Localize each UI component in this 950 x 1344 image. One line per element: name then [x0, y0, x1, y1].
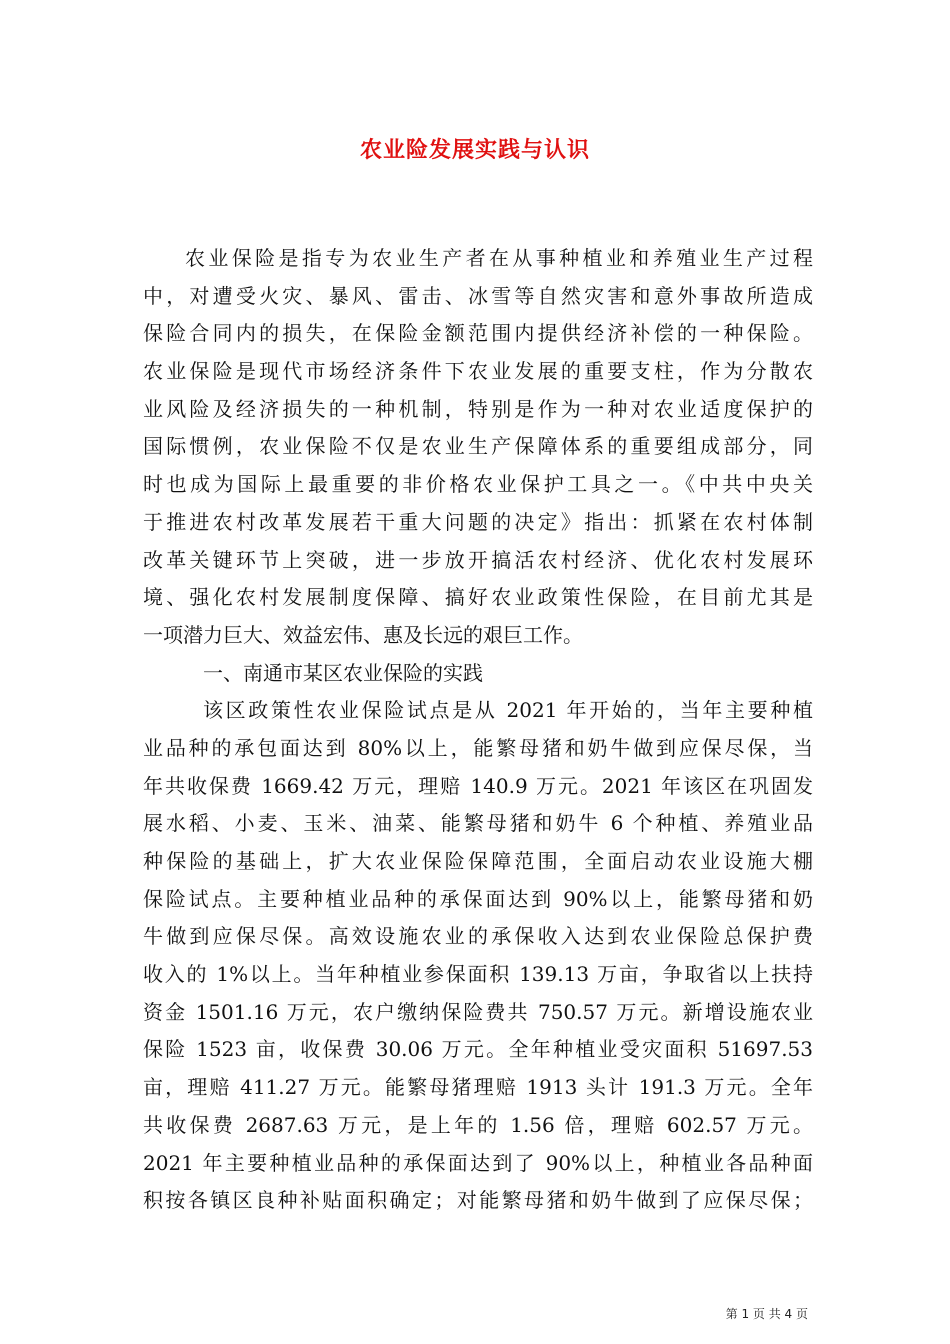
document-body — [143, 240, 813, 1220]
text-line: 一项潜力巨大、效益宏伟、惠及长远的艰巨工作。 — [143, 622, 583, 647]
text-line: 时也成为国际上最重要的非价格农业保护工具之一。《中共中央关 — [143, 472, 813, 497]
text-line: 收入的 1%以上。当年种植业参保面积 139.13 万亩，争取省以上扶持 — [143, 962, 813, 987]
text-line: 农业保险是指专为农业生产者在从事种植业和养殖业生产过程 — [185, 246, 813, 270]
paragraph-intro — [143, 240, 813, 655]
section-heading: 一、南通市某区农业保险的实践 — [203, 660, 483, 685]
text-line: 积按各镇区良种补贴面积确定；对能繁母猪和奶牛做到了应保尽保； — [143, 1188, 813, 1213]
text-line: 保险试点。主要种植业品种的承保面达到 90%以上，能繁母猪和奶 — [143, 886, 813, 911]
text-line: 于推进农村改革发展若干重大问题的决定》指出：抓紧在农村体制 — [143, 509, 813, 534]
text-line: 国际惯例，农业保险不仅是农业生产保障体系的重要组成部分，同 — [143, 434, 813, 459]
text-line: 牛做到应保尽保。高效设施农业的承保收入达到农业保险总保护费 — [143, 924, 813, 949]
paragraph-practice — [143, 692, 813, 1220]
text-line: 境、强化农村发展制度保障、搞好农业政策性保险，在目前尤其是 — [143, 585, 813, 610]
text-line: 中，对遭受火灾、暴风、雷击、冰雪等自然灾害和意外事故所造成 — [143, 283, 813, 308]
document-title: 农业险发展实践与认识 — [359, 138, 590, 163]
text-line: 改革关键环节上突破，进一步放开搞活农村经济、优化农村发展环 — [143, 547, 813, 572]
text-line: 该区政策性农业保险试点是从 2021 年开始的，当年主要种植 — [203, 698, 813, 723]
text-line: 共收保费 2687.63 万元，是上年的 1.56 倍，理赔 602.57 万元。 — [143, 1112, 813, 1137]
text-line: 保险合同内的损失，在保险金额范围内提供经济补偿的一种保险。 — [143, 321, 813, 346]
page-number: 第 1 页 共 4 页 — [725, 1307, 808, 1321]
text-line: 保险 1523 亩，收保费 30.06 万元。全年种植业受灾面积 51697.53 — [143, 1037, 813, 1062]
text-line: 亩，理赔 411.27 万元。能繁母猪理赔 1913 头计 191.3 万元。全年 — [143, 1075, 813, 1100]
text-line: 2021 年主要种植业品种的承保面达到了 90%以上，种植业各品种面 — [143, 1150, 813, 1175]
text-line: 业品种的承包面达到 80%以上，能繁母猪和奶牛做到应保尽保，当 — [143, 735, 813, 760]
text-line: 业风险及经济损失的一种机制，特别是作为一种对农业适度保护的 — [143, 396, 813, 421]
text-line: 种保险的基础上，扩大农业保险保障范围，全面启动农业设施大棚 — [143, 849, 813, 873]
text-line: 年共收保费 1669.42 万元，理赔 140.9 万元。2021 年该区在巩固发 — [143, 773, 813, 798]
text-line: 资金 1501.16 万元，农户缴纳保险费共 750.57 万元。新增设施农业 — [143, 999, 813, 1024]
text-line: 展水稻、小麦、玉米、油菜、能繁母猪和奶牛 6 个种植、养殖业品 — [143, 811, 813, 836]
text-line: 农业保险是现代市场经济条件下农业发展的重要支柱，作为分散农 — [143, 359, 813, 384]
